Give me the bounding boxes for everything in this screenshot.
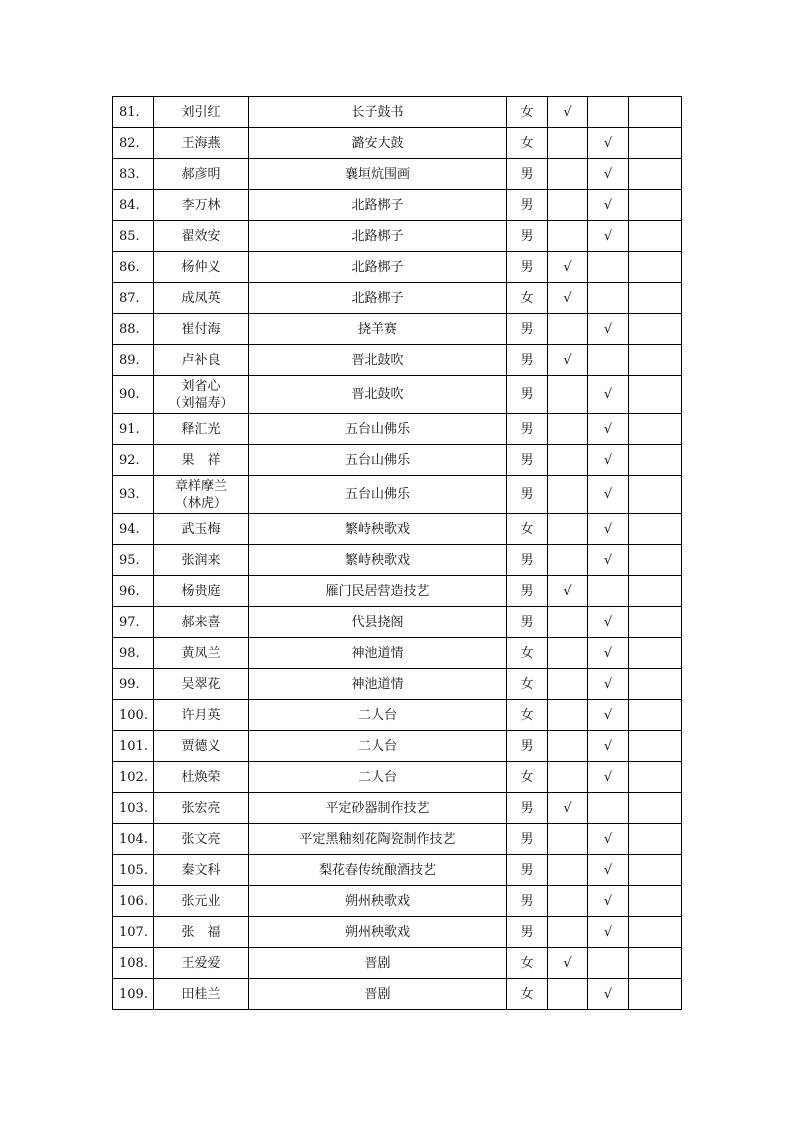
row-number: 93. [113, 476, 154, 514]
inheritor-name-primary: 王爱爱 [181, 955, 221, 971]
project-name: 二人台 [249, 731, 507, 762]
table-row [113, 855, 682, 886]
table-row [113, 97, 682, 128]
table-row [113, 731, 682, 762]
project-name: 挠羊赛 [249, 314, 507, 345]
check-col-c [629, 159, 682, 190]
check-col-c [629, 128, 682, 159]
check-col-b: √ [588, 190, 629, 221]
row-number: 88. [113, 314, 154, 345]
project-name: 长子鼓书 [249, 97, 507, 128]
inheritor-name-alias: （刘福寿） [168, 395, 234, 411]
check-col-a [548, 376, 588, 414]
inheritor-name [154, 128, 249, 159]
inheritor-name-primary: 田桂兰 [181, 986, 221, 1002]
inheritor-name-primary: 黄凤兰 [181, 645, 221, 661]
check-col-b [588, 576, 629, 607]
gender: 男 [507, 376, 548, 414]
check-col-c [629, 731, 682, 762]
row-number: 83. [113, 159, 154, 190]
check-col-c [629, 283, 682, 314]
project-name: 五台山佛乐 [249, 476, 507, 514]
inheritor-name [154, 252, 249, 283]
project-name: 平定黑釉刻花陶瓷制作技艺 [249, 824, 507, 855]
check-col-c [629, 886, 682, 917]
check-col-a [548, 886, 588, 917]
check-col-b: √ [588, 917, 629, 948]
table-row [113, 376, 682, 414]
check-col-c [629, 376, 682, 414]
row-number: 100. [113, 700, 154, 731]
check-col-c [629, 824, 682, 855]
check-col-c [629, 97, 682, 128]
inheritor-name-primary: 李万林 [181, 197, 221, 213]
table-row [113, 159, 682, 190]
check-col-b: √ [588, 762, 629, 793]
inheritor-name [154, 514, 249, 545]
check-col-c [629, 607, 682, 638]
project-name: 朔州秧歌戏 [249, 917, 507, 948]
table-row [113, 824, 682, 855]
row-number: 102. [113, 762, 154, 793]
table-row [113, 414, 682, 445]
gender: 男 [507, 221, 548, 252]
check-col-c [629, 514, 682, 545]
table-row [113, 221, 682, 252]
gender: 男 [507, 793, 548, 824]
inheritor-name [154, 190, 249, 221]
project-name: 北路梆子 [249, 221, 507, 252]
gender: 男 [507, 445, 548, 476]
gender: 女 [507, 700, 548, 731]
inheritor-name [154, 917, 249, 948]
table-row [113, 252, 682, 283]
inheritor-name [154, 221, 249, 252]
project-name: 梨花春传统酿酒技艺 [249, 855, 507, 886]
project-name: 晋北鼓吹 [249, 345, 507, 376]
inheritor-name-primary: 郝彦明 [181, 166, 221, 182]
project-name: 神池道情 [249, 669, 507, 700]
project-name: 神池道情 [249, 638, 507, 669]
gender: 男 [507, 855, 548, 886]
inheritor-name [154, 855, 249, 886]
check-col-a [548, 917, 588, 948]
check-col-c [629, 545, 682, 576]
check-col-c [629, 252, 682, 283]
project-name: 繁峙秧歌戏 [249, 545, 507, 576]
gender: 男 [507, 824, 548, 855]
gender: 男 [507, 345, 548, 376]
inheritor-name [154, 314, 249, 345]
row-number: 96. [113, 576, 154, 607]
inheritor-name-primary: 许月英 [181, 707, 221, 723]
check-col-b: √ [588, 476, 629, 514]
inheritor-name [154, 159, 249, 190]
inheritor-name [154, 376, 249, 414]
gender: 男 [507, 545, 548, 576]
check-col-b: √ [588, 700, 629, 731]
inheritor-name [154, 345, 249, 376]
gender: 男 [507, 607, 548, 638]
inheritor-name-primary: 张 福 [181, 924, 221, 940]
table-row [113, 638, 682, 669]
inheritor-name-primary: 贾德义 [181, 738, 221, 754]
inheritor-name [154, 97, 249, 128]
row-number: 105. [113, 855, 154, 886]
gender: 男 [507, 731, 548, 762]
gender: 男 [507, 314, 548, 345]
check-col-a: √ [548, 576, 588, 607]
table-row [113, 345, 682, 376]
row-number: 103. [113, 793, 154, 824]
check-col-a [548, 128, 588, 159]
table-row [113, 514, 682, 545]
check-col-c [629, 576, 682, 607]
table-row [113, 793, 682, 824]
check-col-b: √ [588, 979, 629, 1010]
inheritor-name-primary: 释汇光 [181, 421, 221, 437]
row-number: 94. [113, 514, 154, 545]
check-col-b: √ [588, 607, 629, 638]
check-col-a [548, 824, 588, 855]
gender: 女 [507, 669, 548, 700]
table-row [113, 762, 682, 793]
check-col-a: √ [548, 345, 588, 376]
gender: 男 [507, 159, 548, 190]
table-body [113, 97, 682, 1010]
row-number: 82. [113, 128, 154, 159]
inheritor-name-primary: 吴翠花 [181, 676, 221, 692]
project-name: 北路梆子 [249, 190, 507, 221]
inheritor-name [154, 669, 249, 700]
check-col-c [629, 793, 682, 824]
inheritor-name-primary: 刘省心 [181, 378, 221, 394]
inheritor-name-primary: 郝来喜 [181, 614, 221, 630]
check-col-a [548, 607, 588, 638]
check-col-b: √ [588, 638, 629, 669]
inheritor-name [154, 886, 249, 917]
table-row [113, 128, 682, 159]
table-row [113, 607, 682, 638]
check-col-a: √ [548, 97, 588, 128]
row-number: 84. [113, 190, 154, 221]
inheritor-table [112, 96, 682, 1010]
inheritor-name-primary: 成凤英 [181, 290, 221, 306]
check-col-b: √ [588, 414, 629, 445]
inheritor-name-primary: 杜焕荣 [181, 769, 221, 785]
check-col-a: √ [548, 283, 588, 314]
inheritor-name [154, 638, 249, 669]
row-number: 81. [113, 97, 154, 128]
check-col-c [629, 762, 682, 793]
project-name: 繁峙秧歌戏 [249, 514, 507, 545]
inheritor-name [154, 731, 249, 762]
row-number: 92. [113, 445, 154, 476]
row-number: 107. [113, 917, 154, 948]
project-name: 雁门民居营造技艺 [249, 576, 507, 607]
inheritor-name-alias: （林虎） [174, 495, 227, 511]
check-col-c [629, 979, 682, 1010]
inheritor-name [154, 576, 249, 607]
project-name: 朔州秧歌戏 [249, 886, 507, 917]
project-name: 襄垣炕围画 [249, 159, 507, 190]
gender: 男 [507, 576, 548, 607]
row-number: 90. [113, 376, 154, 414]
row-number: 85. [113, 221, 154, 252]
check-col-b: √ [588, 824, 629, 855]
check-col-a: √ [548, 793, 588, 824]
row-number: 108. [113, 948, 154, 979]
check-col-b: √ [588, 314, 629, 345]
inheritor-name-primary: 果 祥 [181, 452, 221, 468]
inheritor-name-primary: 崔付海 [181, 321, 221, 337]
table-row [113, 283, 682, 314]
row-number: 104. [113, 824, 154, 855]
check-col-b [588, 252, 629, 283]
row-number: 98. [113, 638, 154, 669]
table-row [113, 314, 682, 345]
check-col-a [548, 979, 588, 1010]
check-col-c [629, 948, 682, 979]
inheritor-name-primary: 秦文科 [181, 862, 221, 878]
check-col-a [548, 221, 588, 252]
check-col-c [629, 445, 682, 476]
project-name: 二人台 [249, 762, 507, 793]
row-number: 97. [113, 607, 154, 638]
check-col-a [548, 445, 588, 476]
row-number: 89. [113, 345, 154, 376]
gender: 女 [507, 514, 548, 545]
table-row [113, 700, 682, 731]
table-row [113, 190, 682, 221]
project-name: 平定砂器制作技艺 [249, 793, 507, 824]
check-col-b: √ [588, 128, 629, 159]
table-row [113, 979, 682, 1010]
inheritor-name [154, 762, 249, 793]
inheritor-name-primary: 张润来 [181, 552, 221, 568]
inheritor-name-primary: 卢补良 [181, 352, 221, 368]
gender: 男 [507, 190, 548, 221]
project-name: 北路梆子 [249, 283, 507, 314]
inheritor-name-primary: 张元业 [181, 893, 221, 909]
gender: 男 [507, 252, 548, 283]
check-col-c [629, 917, 682, 948]
table-row [113, 948, 682, 979]
inheritor-name [154, 283, 249, 314]
project-name: 晋剧 [249, 979, 507, 1010]
check-col-b [588, 345, 629, 376]
gender: 男 [507, 414, 548, 445]
check-col-a [548, 731, 588, 762]
row-number: 91. [113, 414, 154, 445]
table-row [113, 669, 682, 700]
inheritor-name [154, 700, 249, 731]
inheritor-name-primary: 杨仲义 [181, 259, 221, 275]
gender: 女 [507, 638, 548, 669]
inheritor-name-primary: 张文亮 [181, 831, 221, 847]
check-col-a: √ [548, 948, 588, 979]
inheritor-name [154, 476, 249, 514]
check-col-a [548, 638, 588, 669]
project-name: 晋剧 [249, 948, 507, 979]
project-name: 五台山佛乐 [249, 414, 507, 445]
table-row [113, 445, 682, 476]
gender: 男 [507, 476, 548, 514]
check-col-a [548, 414, 588, 445]
check-col-b: √ [588, 855, 629, 886]
row-number: 101. [113, 731, 154, 762]
check-col-a [548, 545, 588, 576]
project-name: 五台山佛乐 [249, 445, 507, 476]
check-col-b: √ [588, 159, 629, 190]
project-name: 北路梆子 [249, 252, 507, 283]
gender: 女 [507, 762, 548, 793]
gender: 女 [507, 97, 548, 128]
inheritor-name [154, 607, 249, 638]
gender: 女 [507, 128, 548, 159]
check-col-c [629, 414, 682, 445]
check-col-a [548, 514, 588, 545]
inheritor-name-primary: 王海燕 [181, 135, 221, 151]
gender: 男 [507, 886, 548, 917]
inheritor-name-primary: 翟效安 [181, 228, 221, 244]
check-col-c [629, 476, 682, 514]
check-col-c [629, 190, 682, 221]
project-name: 二人台 [249, 700, 507, 731]
check-col-a [548, 762, 588, 793]
check-col-a [548, 669, 588, 700]
table-row [113, 886, 682, 917]
inheritor-name-primary: 张宏亮 [181, 800, 221, 816]
check-col-c [629, 700, 682, 731]
check-col-c [629, 669, 682, 700]
project-name: 潞安大鼓 [249, 128, 507, 159]
check-col-a: √ [548, 252, 588, 283]
inheritor-name [154, 979, 249, 1010]
check-col-b: √ [588, 445, 629, 476]
inheritor-name [154, 793, 249, 824]
inheritor-name [154, 414, 249, 445]
check-col-a [548, 855, 588, 886]
table-row [113, 545, 682, 576]
check-col-a [548, 476, 588, 514]
inheritor-name [154, 948, 249, 979]
inheritor-name-primary: 刘引红 [181, 104, 221, 120]
gender: 女 [507, 948, 548, 979]
inheritor-name-primary: 杨贵庭 [181, 583, 221, 599]
check-col-b: √ [588, 669, 629, 700]
row-number: 87. [113, 283, 154, 314]
check-col-c [629, 345, 682, 376]
check-col-b: √ [588, 545, 629, 576]
check-col-b: √ [588, 376, 629, 414]
inheritor-name [154, 445, 249, 476]
check-col-c [629, 221, 682, 252]
row-number: 99. [113, 669, 154, 700]
check-col-c [629, 638, 682, 669]
check-col-b: √ [588, 221, 629, 252]
check-col-b [588, 948, 629, 979]
row-number: 106. [113, 886, 154, 917]
check-col-b [588, 97, 629, 128]
gender: 男 [507, 917, 548, 948]
project-name: 代县挠阁 [249, 607, 507, 638]
table-row [113, 476, 682, 514]
check-col-c [629, 855, 682, 886]
gender: 女 [507, 283, 548, 314]
inheritor-name-primary: 武玉梅 [181, 521, 221, 537]
inheritor-name [154, 824, 249, 855]
check-col-c [629, 314, 682, 345]
check-col-a [548, 190, 588, 221]
check-col-a [548, 159, 588, 190]
check-col-b [588, 283, 629, 314]
check-col-a [548, 314, 588, 345]
check-col-a [548, 700, 588, 731]
gender: 女 [507, 979, 548, 1010]
table-row [113, 576, 682, 607]
row-number: 95. [113, 545, 154, 576]
inheritor-name-primary: 章样摩兰 [174, 478, 227, 494]
check-col-b: √ [588, 886, 629, 917]
check-col-b: √ [588, 731, 629, 762]
project-name: 晋北鼓吹 [249, 376, 507, 414]
check-col-b: √ [588, 514, 629, 545]
check-col-b [588, 793, 629, 824]
row-number: 86. [113, 252, 154, 283]
table-row [113, 917, 682, 948]
inheritor-name [154, 545, 249, 576]
row-number: 109. [113, 979, 154, 1010]
